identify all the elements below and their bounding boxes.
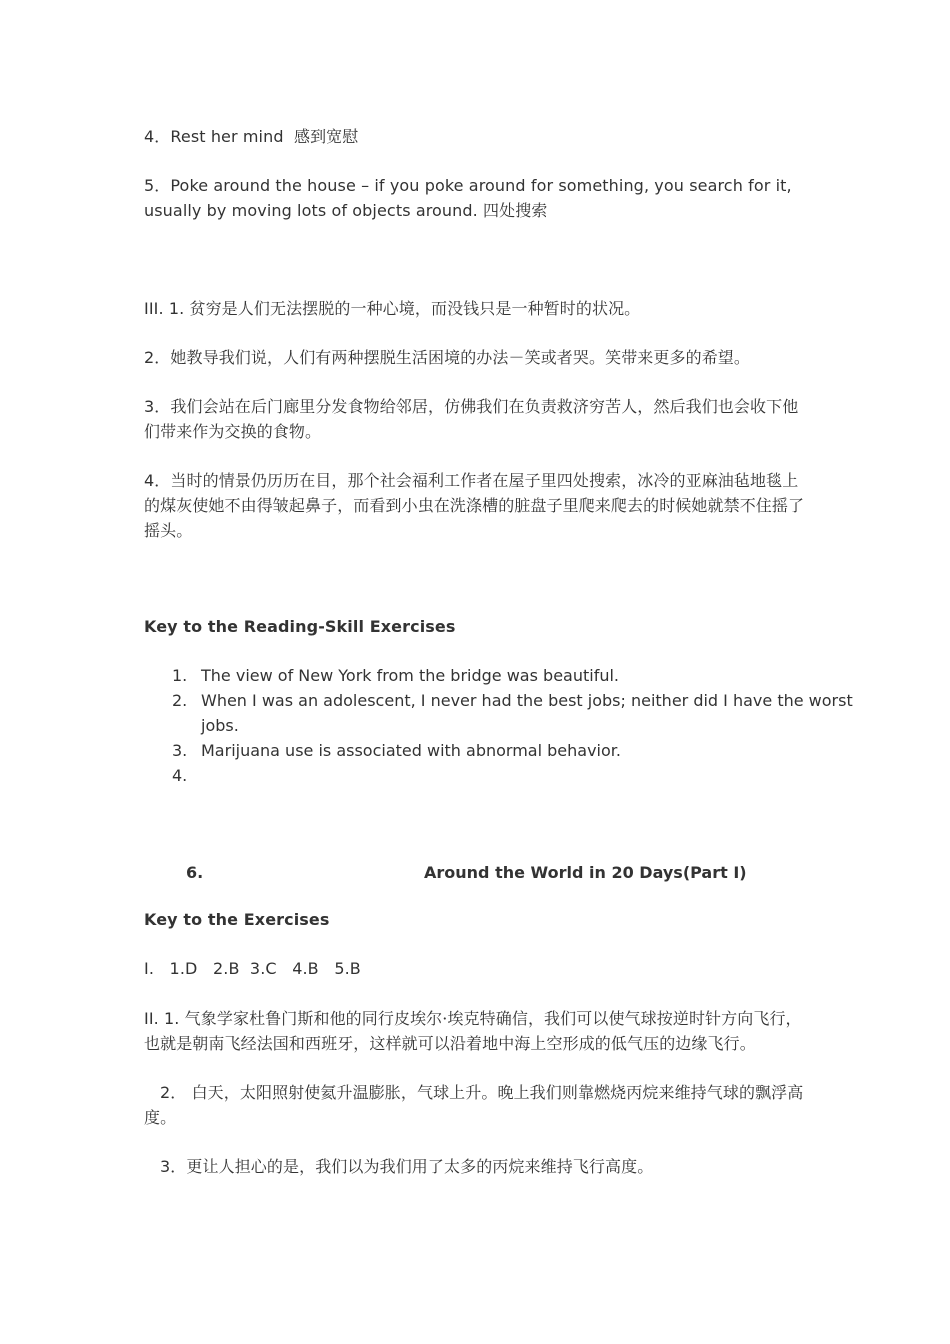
list-item-text: The view of New York from the bridge was beautiful. bbox=[201, 666, 619, 685]
list-item-text: Marijuana use is associated with abnormal behavior. bbox=[201, 741, 621, 760]
reading-skill-list bbox=[144, 663, 866, 788]
phrase-item-5 bbox=[144, 173, 809, 223]
translation-item-3-number: 3． bbox=[144, 397, 171, 416]
exercise-ii-item-1 bbox=[144, 1006, 809, 1056]
list-item-text: When I was an adolescent, I never had the best jobs; neither did I have the worst jobs. bbox=[201, 691, 853, 735]
translation-item-1 bbox=[144, 296, 809, 321]
list-item bbox=[172, 663, 866, 688]
translation-item-4-text: 当时的情景仍历历在目，那个社会福利工作者在屋子里四处搜索，冰冷的亚麻油毡地毯上的煤灰使她不由得皱起鼻子，而看到小虫在洗涤槽的脏盘子里爬来爬去的时候她就禁不住摇了摇头。 bbox=[144, 471, 805, 540]
unit-heading bbox=[0, 860, 950, 885]
list-item-number: 4. bbox=[172, 766, 188, 785]
translation-item-4-number: 4． bbox=[144, 471, 171, 490]
list-item bbox=[172, 688, 866, 738]
translation-item-2-text: 她教导我们说，人们有两种摆脱生活困境的办法－笑或者哭。笑带来更多的希望。 bbox=[170, 348, 750, 367]
exercise-ii-item-1-text: 气象学家杜鲁门斯和他的同行皮埃尔·埃克特确信，我们可以使气球按逆时针方向飞行，也就是朝南飞经法国和西班牙，这样就可以沿着地中海上空形成的低气压的边缘飞行。 bbox=[144, 1009, 802, 1053]
unit-title: Around the World in 20 Days(Part I) bbox=[424, 863, 747, 882]
list-item-number: 1. bbox=[172, 666, 188, 685]
exercise-ii-item-3-number: 3． bbox=[160, 1157, 187, 1176]
phrase-item-4 bbox=[144, 124, 809, 149]
translation-item-3 bbox=[144, 394, 809, 444]
list-item bbox=[172, 738, 866, 763]
exercise-ii-item-3 bbox=[144, 1154, 809, 1179]
translation-item-1-text: 贫穷是人们无法摆脱的一种心境，而没钱只是一种暂时的状况。 bbox=[189, 299, 641, 318]
reading-skill-heading: Key to the Reading-Skill Exercises bbox=[144, 617, 456, 636]
list-item-text bbox=[201, 766, 206, 785]
exercise-ii-item-1-number: II. 1. bbox=[144, 1009, 180, 1028]
exercise-answers-line: I. 1.D 2.B 3.C 4.B 5.B bbox=[144, 959, 361, 978]
translation-item-3-text: 我们会站在后门廊里分发食物给邻居，仿佛我们在负责救济穷苦人，然后我们也会收下他们带来作为交换的食物。 bbox=[144, 397, 799, 441]
list-item-number: 3. bbox=[172, 741, 188, 760]
phrase-item-4-chinese: 感到宽慰 bbox=[293, 127, 359, 146]
phrase-item-5-chinese: 四处搜索 bbox=[483, 201, 548, 220]
exercise-ii-item-2-number: 2． bbox=[160, 1083, 187, 1102]
translation-item-1-number: III. 1. bbox=[144, 299, 185, 318]
list-item bbox=[172, 763, 866, 788]
translation-item-2-number: 2． bbox=[144, 348, 171, 367]
unit-number: 6. bbox=[186, 863, 204, 882]
translation-item-2 bbox=[144, 345, 809, 370]
exercise-ii-item-3-text: 更让人担心的是，我们以为我们用了太多的丙烷来维持飞行高度。 bbox=[186, 1157, 654, 1176]
exercises-heading: Key to the Exercises bbox=[144, 910, 330, 929]
exercise-ii-item-2 bbox=[144, 1080, 809, 1130]
translation-item-4 bbox=[144, 468, 809, 543]
phrase-item-5-english: 5．Poke around the house – if you poke around for something, you search for it, usually by moving lots of objects around. bbox=[144, 176, 792, 220]
list-item-number: 2. bbox=[172, 691, 188, 710]
exercise-ii-item-2-text: 白天，太阳照射使氦升温膨胀，气球上升。晚上我们则靠燃烧丙烷来维持气球的飘浮高度。 bbox=[144, 1083, 804, 1127]
phrase-item-4-english: 4．Rest her mind bbox=[144, 127, 284, 146]
